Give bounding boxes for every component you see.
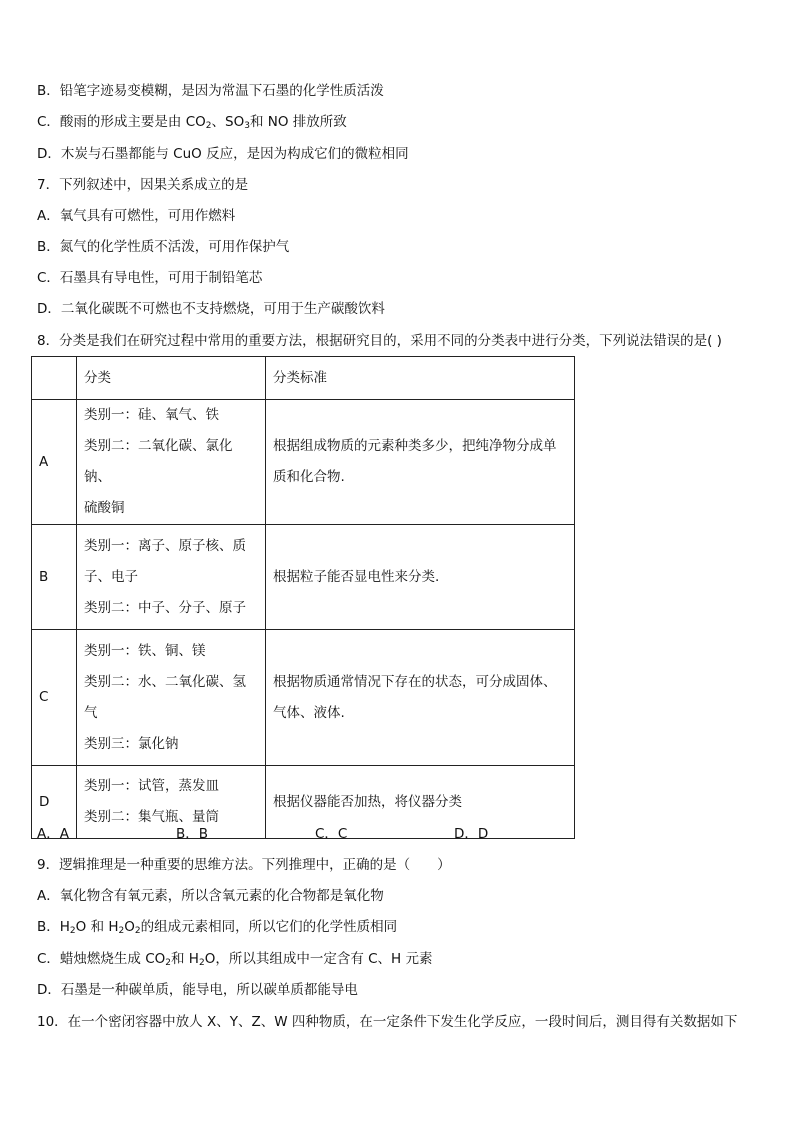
row-categories: 类别一：离子、原子核、质 子、电子 类别二：中子、分子、原子 — [77, 525, 266, 630]
q8-options — [37, 824, 593, 844]
q7-option-a: A．氧气具有可燃性，可用作燃料 — [37, 208, 236, 224]
q9-option-c: C．蜡烛燃烧生成 $CO_2$和 $H_2O$，所以其组成中一定含有 C、H 元素 — [37, 951, 433, 968]
q8-option-d: D．D — [454, 826, 489, 842]
table-header-row — [32, 357, 575, 400]
classification-table — [31, 356, 575, 839]
table-header-cell: 分类 — [77, 357, 266, 400]
table-row — [32, 525, 575, 630]
q8-option-a: A．A — [37, 826, 69, 842]
row-standard: 根据仪器能否加热，将仪器分类 — [266, 766, 575, 839]
table-header-cell — [32, 357, 77, 400]
row-standard: 根据物质通常情况下存在的状态，可分成固体、 气体、液体. — [266, 630, 575, 766]
row-label: D — [32, 766, 77, 839]
q6-option-b: B．铅笔字迹易变模糊，是因为常温下石墨的化学性质活泼 — [37, 83, 384, 99]
q9-option-a: A．氧化物含有氧元素，所以含氧元素的化合物都是氧化物 — [37, 888, 384, 904]
q7-option-d: D．二氧化碳既不可燃也不支持燃烧，可用于生产碳酸饮料 — [37, 301, 385, 317]
row-categories: 类别一：铁、铜、镁 类别二：水、二氧化碳、氢 气 类别三：氯化钠 — [77, 630, 266, 766]
table-header-cell: 分类标准 — [266, 357, 575, 400]
table-row — [32, 630, 575, 766]
row-categories: 类别一：试管，蒸发皿 类别二：集气瓶、量筒 — [77, 766, 266, 839]
q9-option-d: D．石墨是一种碳单质，能导电，所以碳单质都能导电 — [37, 982, 358, 998]
row-standard: 根据粒子能否显电性来分类. — [266, 525, 575, 630]
row-standard: 根据组成物质的元素种类多少，把纯净物分成单 质和化合物. — [266, 400, 575, 525]
q9-stem: 9．逻辑推理是一种重要的思维方法。下列推理中，正确的是（ ） — [37, 857, 451, 873]
row-categories: 类别一：硅、氧气、铁 类别二：二氧化碳、氯化钠、 硫酸铜 — [77, 400, 266, 525]
q9-option-b: B．$H_2O$ 和 $H_2O_2$的组成元素相同，所以它们的化学性质相同 — [37, 919, 398, 936]
row-label: A — [32, 400, 77, 525]
q7-stem: 7．下列叙述中，因果关系成立的是 — [37, 177, 249, 193]
q6-option-d: D．木炭与石墨都能与 CuO 反应，是因为构成它们的微粒相同 — [37, 146, 409, 162]
q8-option-b: B．B — [176, 826, 209, 842]
q10-stem: 10．在一个密闭容器中放人 X、Y、Z、W 四种物质，在一定条件下发生化学反应，一段时间后，测目得有关数据如下 — [37, 1014, 738, 1030]
table-row — [32, 400, 575, 525]
q8-option-c: C．C — [315, 826, 348, 842]
row-label: B — [32, 525, 77, 630]
q6-option-c: C．酸雨的形成主要是由 $CO_2$、$SO_3$和 NO 排放所致 — [37, 114, 347, 131]
q8-stem: 8．分类是我们在研究过程中常用的重要方法，根据研究目的，采用不同的分类表中进行分类，下列说法错误的是( ) — [37, 333, 722, 349]
q7-option-b: B．氮气的化学性质不活泼，可用作保护气 — [37, 239, 290, 255]
q7-option-c: C．石墨具有导电性，可用于制铅笔芯 — [37, 270, 263, 286]
row-label: C — [32, 630, 77, 766]
